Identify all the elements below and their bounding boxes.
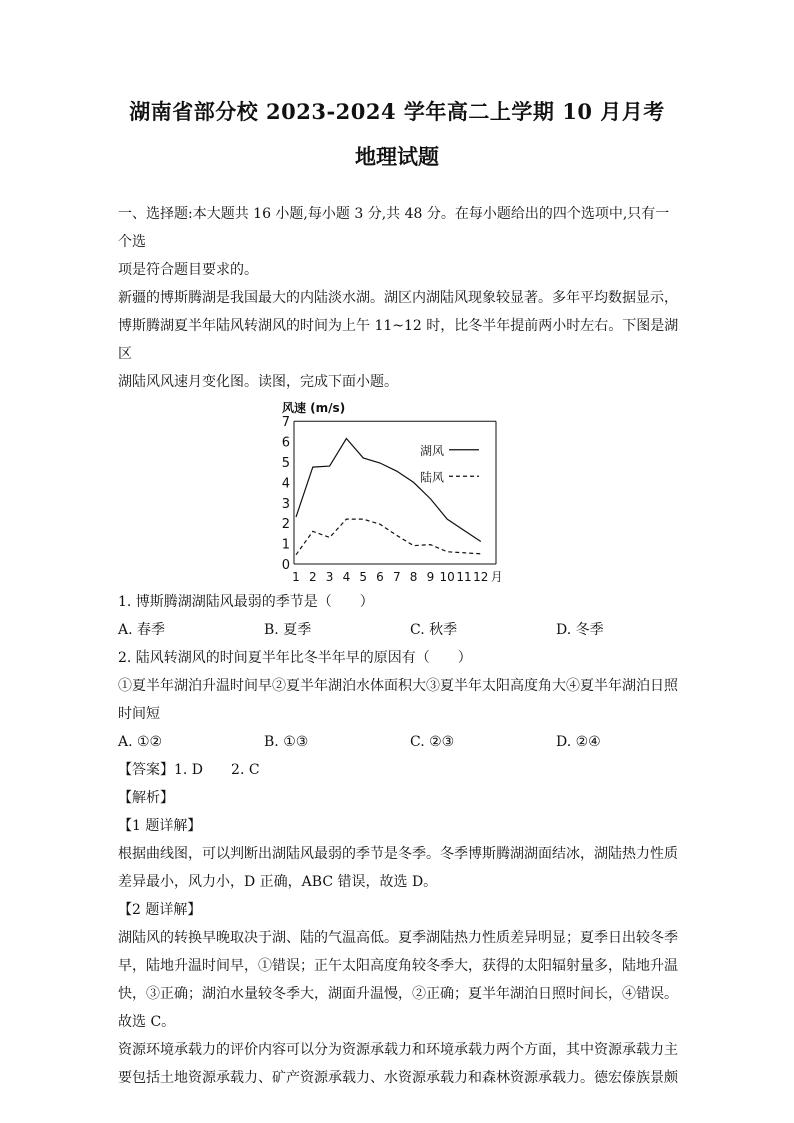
passage1-line3: 湖陆风风速月变化图。读图，完成下面小题。 (118, 374, 398, 390)
q1-option-c: C. 秋季 (410, 622, 458, 638)
detail2-line4: 故选 C。 (118, 1014, 176, 1030)
x-tick-label: 12 (473, 570, 489, 584)
detail1-label: 【1 题详解】 (118, 818, 202, 834)
x-tick-label: 10 (439, 570, 455, 584)
x-tick-label: 4 (342, 570, 351, 584)
legend-label: 陆风 (420, 470, 445, 485)
q2-statements: ①夏半年湖泊升温时间早②夏半年湖泊水体面积大③夏半年太阳高度角大④夏半年湖泊日照 (118, 678, 678, 694)
detail2-line1: 湖陆风的转换早晚取决于湖、陆的气温高低。夏季湖陆热力性质差异明显；夏季日出较冬季 (118, 930, 678, 946)
wind-speed-chart (118, 396, 682, 588)
x-tick-label: 5 (359, 570, 368, 584)
document-title: 湖南省部分校 2023-2024 学年高二上学期 10 月月考 (129, 99, 665, 124)
x-tick-label: 11 (456, 570, 472, 584)
detail2-line2: 早，陆地升温时间早，①错误；正午太阳高度角较冬季大，获得的太阳辐射量多，陆地升温 (118, 958, 678, 974)
series-line-land-wind (296, 519, 481, 555)
y-tick-label: 4 (281, 476, 290, 492)
y-tick-label: 7 (281, 415, 290, 431)
y-tick-label: 6 (281, 435, 290, 451)
y-tick-label: 3 (281, 496, 290, 512)
passage1-line1: 新疆的博斯腾湖是我国最大的内陆淡水湖。湖区内湖陆风现象较显著。多年平均数据显示， (118, 290, 678, 306)
answer-line (118, 756, 682, 784)
detail2-line3: 快，③正确；湖泊水量较冬季大，湖面升温慢，②正确；夏半年湖泊日照时间长，④错误。 (118, 986, 678, 1002)
detail2-label: 【2 题详解】 (118, 902, 202, 918)
q2-options (118, 728, 682, 756)
answer-1: 1. D (174, 762, 204, 778)
q2-statements-cont: 时间短 (118, 706, 160, 722)
answer-label: 【答案】 (118, 762, 174, 778)
x-tick-label: 1 (292, 570, 300, 584)
passage1-line2: 博斯腾湖夏半年陆风转湖风的时间为上午 11~12 时，比冬半年提前两小时左右。下图是湖区 (118, 318, 679, 362)
q1-stem: 1. 博斯腾湖湖陆风最弱的季节是（ ） (118, 594, 374, 610)
q2-option-b: B. ①③ (264, 734, 309, 750)
y-tick-label: 2 (281, 517, 290, 533)
q1-option-d: D. 冬季 (556, 622, 604, 638)
document-subtitle: 地理试题 (355, 144, 439, 169)
q2-option-c: C. ②③ (410, 734, 455, 750)
y-tick-label: 0 (281, 558, 290, 573)
q2-option-d: D. ②④ (556, 734, 601, 750)
y-tick-label: 5 (281, 456, 290, 471)
passage2-line1: 资源环境承载力的评价内容可以分为资源承载力和环境承载力两个方面，其中资源承载力主 (118, 1042, 678, 1058)
section-heading-line2: 项是符合题目要求的。 (118, 262, 258, 278)
analysis-label: 【解析】 (118, 790, 174, 806)
document-body (118, 200, 682, 1092)
legend-label: 湖风 (420, 443, 445, 458)
detail1-line2: 差异最小，风力小，D 正确，ABC 错误，故选 D。 (118, 874, 438, 890)
passage2-line2: 要包括土地资源承载力、矿产资源承载力、水资源承载力和森林资源承载力。德宏傣族景颇 (118, 1070, 678, 1086)
answer-2: 2. C (231, 762, 260, 778)
wind-speed-chart-svg (118, 396, 682, 588)
x-tick-label: 3 (325, 570, 334, 584)
x-tick-label: 7 (392, 570, 401, 584)
section-heading-line1: 一、选择题:本大题共 16 小题,每小题 3 分,共 48 分。在每小题给出的四个选项中,只有一个选 (118, 206, 670, 250)
q2-option-a: A. ①② (118, 734, 163, 750)
x-tick-label: 6 (376, 570, 384, 584)
x-axis-label: 月 (490, 570, 503, 584)
x-tick-label: 9 (426, 570, 435, 584)
x-tick-label: 8 (409, 570, 418, 584)
q1-option-b: B. 夏季 (264, 622, 312, 638)
q1-option-a: A. 春季 (118, 622, 166, 638)
y-tick-label: 1 (281, 537, 290, 553)
y-axis-label: 风速 (m/s) (282, 401, 346, 416)
q2-stem: 2. 陆风转湖风的时间夏半年比冬半年早的原因有（ ） (118, 650, 472, 666)
x-tick-label: 2 (308, 570, 317, 584)
q1-options (118, 616, 682, 644)
detail1-line1: 根据曲线图，可以判断出湖陆风最弱的季节是冬季。冬季博斯腾湖湖面结冰，湖陆热力性质 (118, 846, 678, 862)
series-line-lake-wind (296, 439, 481, 542)
